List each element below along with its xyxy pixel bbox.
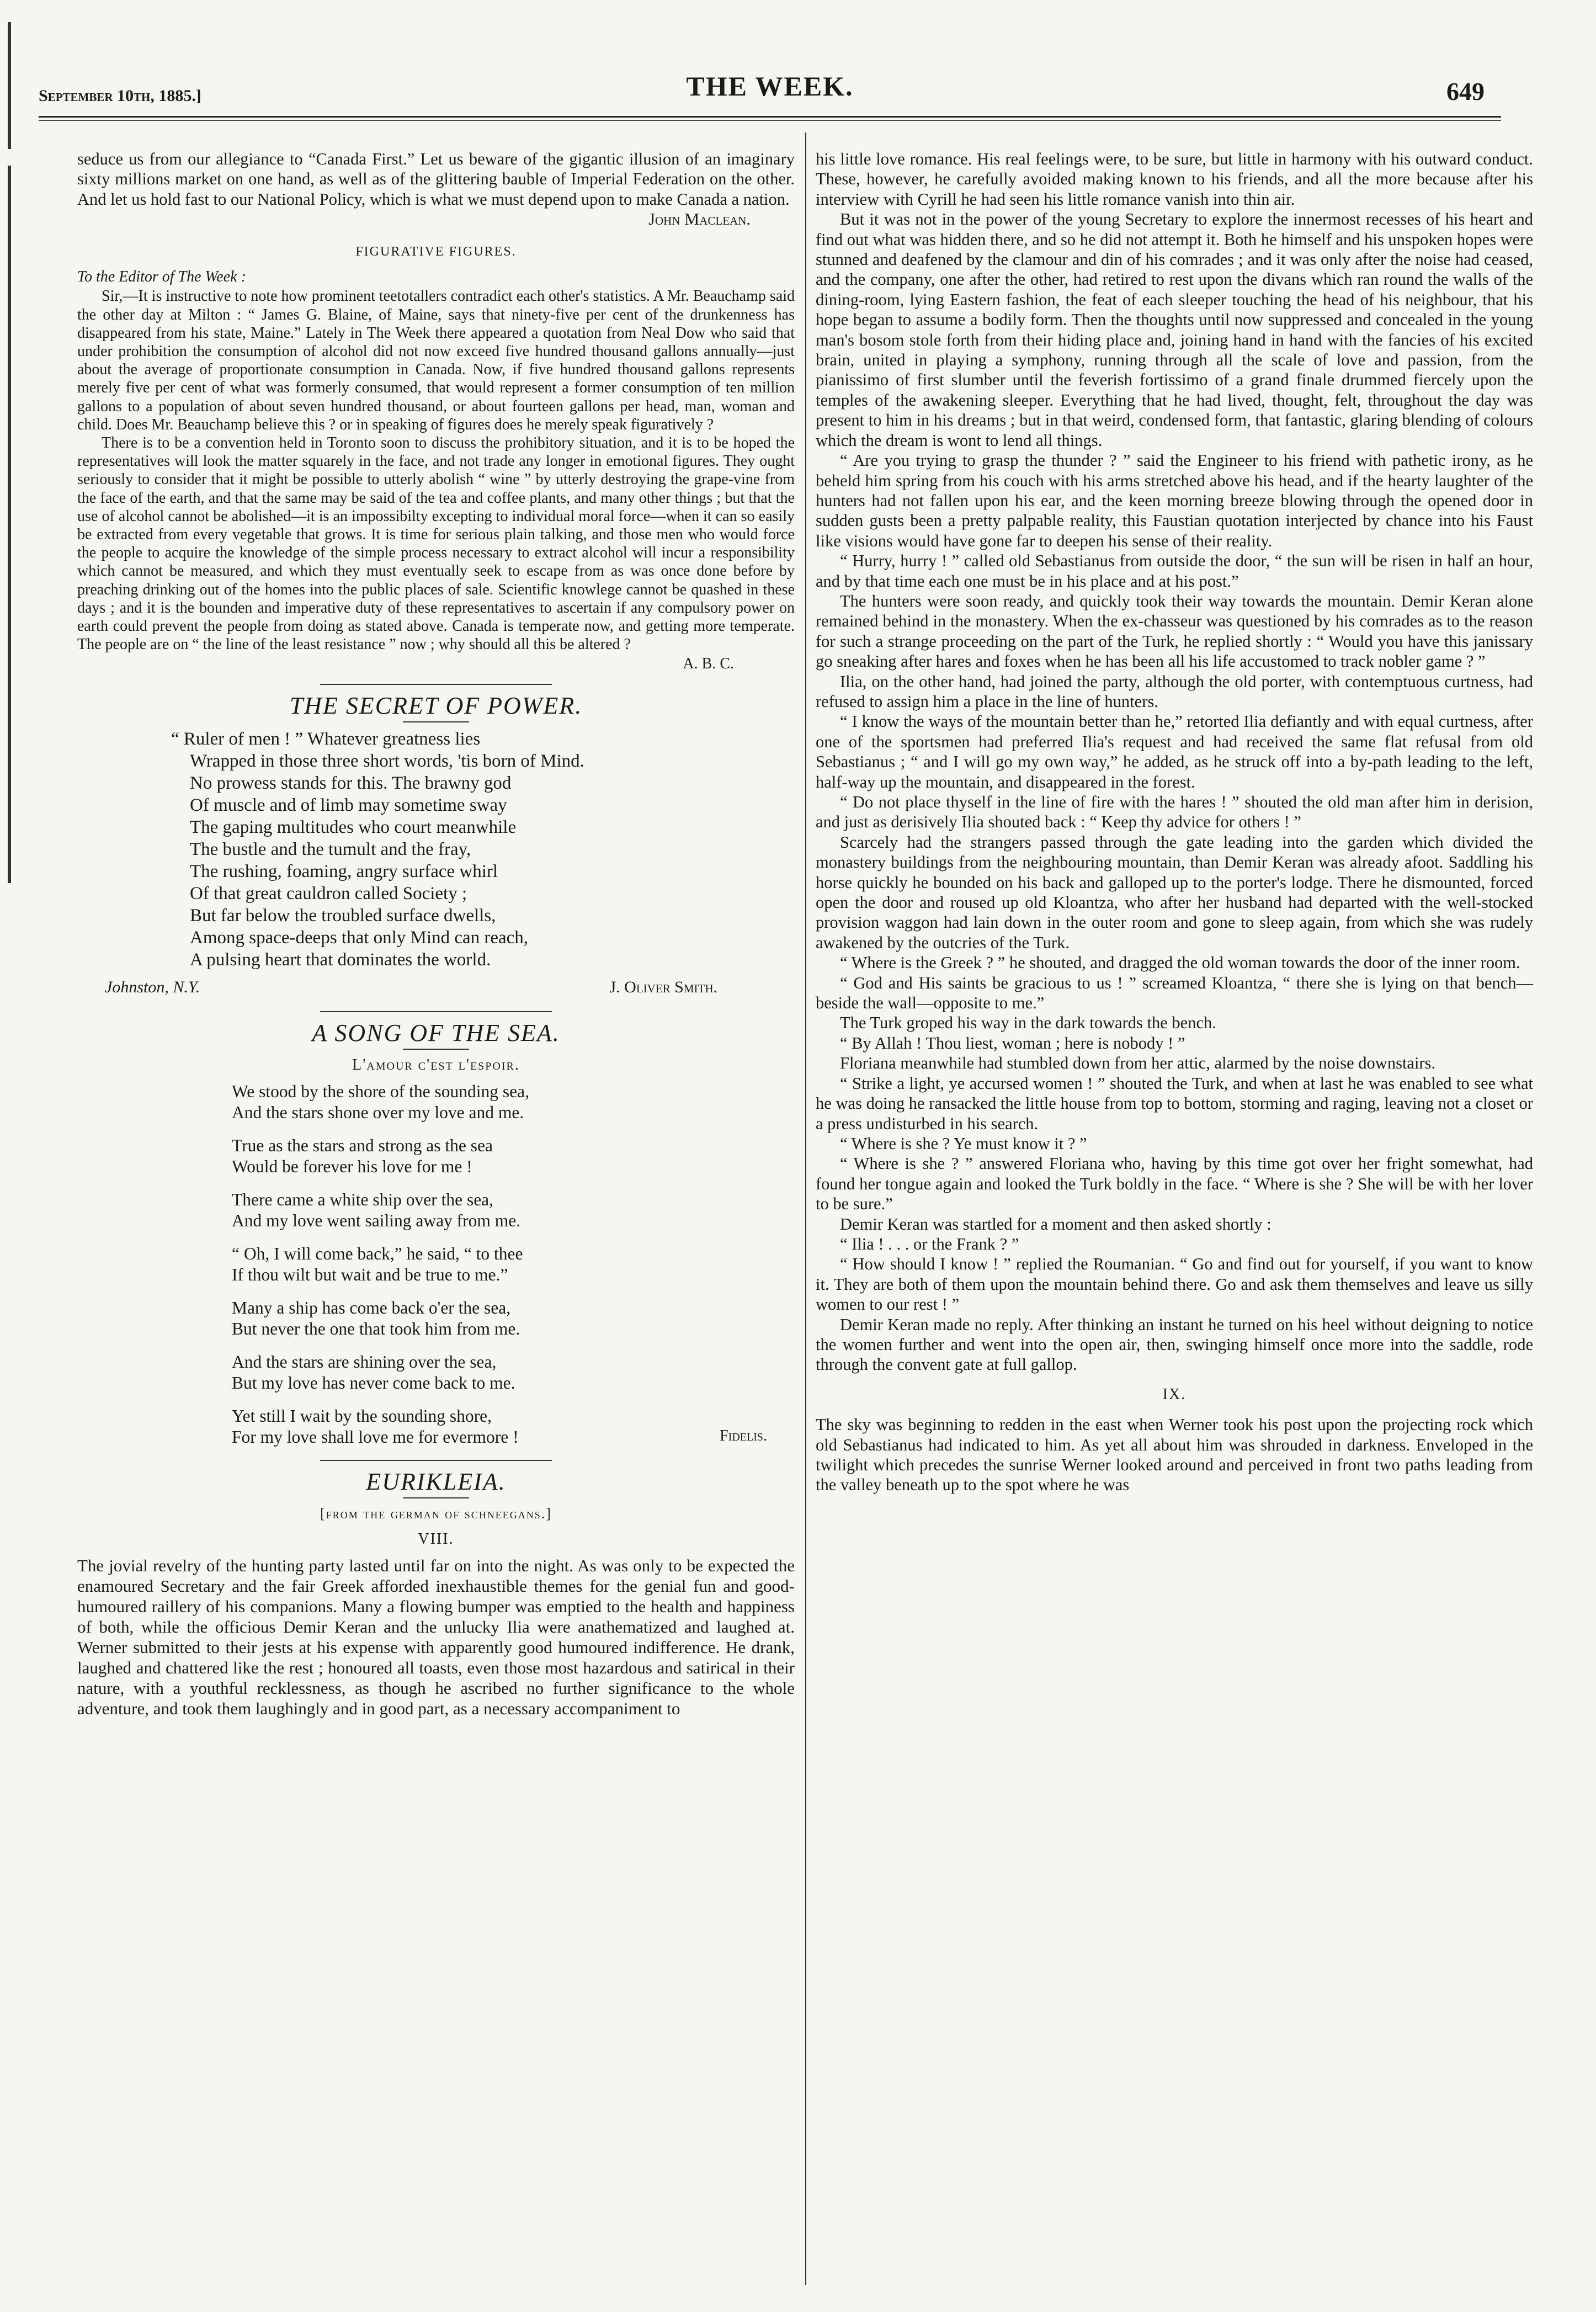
page-number: 649 bbox=[1446, 77, 1485, 105]
story-paragraph: “ Where is she ? ” answered Floriana who, having by this time got over her fright somewhat, had found her tongue again and looked the Turk boldly in the face. “ Where is she ? She will be with her lover to be sure.” bbox=[816, 1154, 1533, 1214]
section-rule bbox=[320, 684, 552, 685]
story-paragraph: Demir Keran was startled for a moment and then asked shortly : bbox=[840, 1214, 1272, 1234]
story-paragraph: The jovial revelry of the hunting party lasted until far on into the night. As was only to be expected the enamoured Secretary and the fair Greek afforded inexhaustible themes for the genial fun and good-humoured raillery of his companions. Many a flowing bumper was emptied to the health and happiness of both, while the officious Demir Keran and the unlucky Ilia were anathematized and laughed at. Werner submitted to their jests at his expense with apparently good humoured indifference. He drank, laughed and chattered like the rest ; honoured all toasts, even those most hazardous and satirical in their nature, with a youthful recklessness, as though he ascribed no further significance to the whole adventure, and took them laughingly and in good part, as a necessary accompaniment to bbox=[77, 1555, 795, 1718]
poem-stanza bbox=[232, 1189, 795, 1231]
poem-line: The rushing, foaming, angry surface whirl bbox=[190, 862, 498, 882]
story-paragraph: “ Where is the Greek ? ” he shouted, and dragged the old woman towards the door of the inner room. bbox=[840, 953, 1520, 972]
poem-line: There came a white ship over the sea, bbox=[232, 1189, 494, 1209]
poem-line: But never the one that took him from me. bbox=[232, 1319, 520, 1338]
opening-paragraph: seduce us from our allegiance to “Canada First.” Let us beware of the gigantic illusion of an imaginary sixty millions market on one hand, as well as of the glittering bauble of Imperial Federation on the other. And let us hold fast to our National Policy, which is what we must depend upon to make Canada a nation. bbox=[77, 150, 795, 209]
poem-line: Among space-deeps that only Mind can reach, bbox=[190, 928, 529, 948]
chapter-number: IX. bbox=[1162, 1385, 1187, 1403]
column-divider bbox=[805, 132, 806, 2285]
left-column bbox=[77, 149, 795, 1719]
poem-line: Of muscle and of limb may sometime sway bbox=[190, 795, 507, 816]
story-paragraph: The hunters were soon ready, and quickly took their way towards the mountain. Demir Keran alone remained behind in the monastery. When the ex-chasseur was questioned by his comrades as to the reason for such a strange proceeding on the part of the Turk, he replied shortly : “ Would you have this janissary go sneaking after hares and foxes when he has been all his life accustomed to track nobler game ? ” bbox=[816, 591, 1533, 671]
poem-author: J. Oliver Smith. bbox=[609, 978, 717, 997]
story-source: [from the german of schneegans.] bbox=[320, 1505, 552, 1522]
story-paragraph: The Turk groped his way in the dark towards the bench. bbox=[840, 1013, 1216, 1033]
poem-line: If thou wilt but wait and be true to me.” bbox=[232, 1264, 508, 1284]
story-paragraph: “ How should I know ! ” replied the Roumanian. “ Go and find out for yourself, if you want to know it. They are both of them upon the mountain behind there. Go and ask them themselves and leave us silly women to our rest ! ” bbox=[816, 1255, 1533, 1314]
poem-line: “ Ruler of men ! ” Whatever greatness lies bbox=[171, 729, 481, 750]
letter-body bbox=[77, 287, 795, 653]
letter-paragraph: There is to be a convention held in Toronto soon to discuss the prohibitory situation, and it is to be hoped the representatives will look the matter squarely in the face, and not trade any longer in emotional figures. They ought seriously to consider that it might be possible to utterly abolish “ wine ” by utterly destroying the grape-vine from the face of the earth, and that the same may be said of the tea and coffee plants, and many other things ; but that the use of alcohol cannot be abolished—it is an impossibilty excepting to individual moral force—when it can so easily be extracted from every vegetable that grows. It is time for serious plain talking, and those men who would force the people to acquire the knowledge of the simple process necessary to extract alcohol will incur a responsibility which cannot be measured, and which they must eventually seek to escape from as was once done before by preaching drinking out of the homes into the public places of sale. Scientific knowlege cannot be quashed in these days ; and it is the bounden and imperative duty of these representatives to ascertain if any compulsory power on earth could prevent the people from doing as stated above. Canada is temperate now, and getting more temperate. The people are on “ the line of the least resistance ” now ; why should all this be altered ? bbox=[77, 434, 795, 653]
section-rule bbox=[320, 1460, 552, 1461]
poem-line: But far below the troubled surface dwells, bbox=[190, 906, 496, 926]
story-paragraph: “ Where is she ? Ye must know it ? ” bbox=[840, 1134, 1087, 1153]
poem-line: True as the stars and strong as the sea bbox=[232, 1135, 493, 1155]
page-edge-mark bbox=[8, 22, 11, 149]
letter-signature: A. B. C. bbox=[683, 655, 734, 672]
page-edge-mark bbox=[8, 166, 11, 883]
poem-stanza bbox=[232, 1298, 795, 1340]
poem-line: A pulsing heart that dominates the world. bbox=[190, 950, 491, 970]
story-paragraph: But it was not in the power of the young Secretary to explore the innermost recesses of his heart and find out what was hidden there, and so he did not attempt it. Both he himself and his unspoken hopes were stunned and deafened by the clamour and din of his comrades ; and it was only after the noise had ceased, and the company, one after the other, had retired to rest upon the divans which ran round the walls of the dining-room, lying Eastern fashion, the feat of each sleeper touching the head of his neighbour, that his hope began to assume a bodily form. Then the thoughts until now suppressed and concealed in the young man's bosom stole forth from their hiding place and, joining hand in hand with the fancies of his excited brain, united in playing a symphony, running through all the scale of love and passion, from the pianissimo of first slumber until the feverish fortissimo of a grand finale drummed fiercely upon the temples of the awakening sleeper. Everything that he had lived, thought, felt, throughout the day was present to him in his dreams ; but in that weird, condensed form, that fantastic, glaring blending of colours which the dream is wont to lend all things. bbox=[816, 210, 1533, 450]
publication-title: THE WEEK. bbox=[686, 71, 854, 102]
poem-subtitle: L'amour c'est l'espoir. bbox=[352, 1056, 520, 1074]
poem-line: Would be forever his love for me ! bbox=[232, 1156, 472, 1176]
poem-title: A SONG OF THE SEA. bbox=[312, 1019, 560, 1046]
story-paragraph: “ God and His saints be gracious to us ! ” screamed Kloantza, “ there she is lying on that bench—beside the wall—opposite to me.” bbox=[816, 973, 1533, 1013]
poem-line: Of that great cauldron called Society ; bbox=[190, 884, 467, 904]
right-column bbox=[816, 149, 1533, 1495]
section-rule bbox=[320, 1011, 552, 1012]
poem-place: Johnston, N.Y. bbox=[105, 978, 200, 997]
story-continuation bbox=[816, 149, 1533, 1375]
poem-title: THE SECRET OF POWER. bbox=[289, 692, 583, 719]
story-paragraph: “ Do not place thyself in the line of fire with the hares ! ” shouted the old man after him in derision, and just as derisively Ilia shouted back : “ Keep thy advice for others ! ” bbox=[816, 793, 1533, 832]
poem-line: Yet still I wait by the sounding shore, bbox=[232, 1406, 492, 1426]
header-rule-thin bbox=[39, 120, 1501, 121]
issue-date: September 10th, 1885.] bbox=[39, 87, 201, 105]
story-paragraph: “ By Allah ! Thou liest, woman ; here is nobody ! ” bbox=[840, 1033, 1185, 1053]
story-paragraph: The sky was beginning to redden in the east when Werner took his post upon the projecting rock which old Sebastianus had indicated to him. As yet all about him was shrouded in darkness. Enveloped in the twilight which precedes the sunrise Werner looked around and perceived in front two paths leading from the valley beneath up to the spot where he was bbox=[816, 1415, 1533, 1495]
letter-salutation: To the Editor of The Week : bbox=[77, 268, 246, 286]
story-paragraph: Demir Keran made no reply. After thinking an instant he turned on his heel without deigning to notice the women further and went into the open air, then, swinging himself once more into the saddle, rode through the convent gate at full gallop. bbox=[816, 1315, 1533, 1374]
poem-line: No prowess stands for this. The brawny god bbox=[190, 773, 512, 794]
story-paragraph: “ Strike a light, ye accursed women ! ” shouted the Turk, and when at last he was enabled to see what he was doing he ransacked the little house from top to bottom, storming and raging, leaving not a closet or a press undisturbed in his search. bbox=[816, 1073, 1533, 1133]
letter-paragraph: Sir,—It is instructive to note how prominent teetotallers contradict each other's statistics. A Mr. Beauchamp said the other day at Milton : “ James G. Blaine, of Maine, says that ninety-five per cent of the drunkenness has disappeared from his state, Maine.” Lately in The Week there appeared a quotation from Neal Dow who said that under prohibition the consumption of alcohol did not now exceed five hundred thousand gallons annually—just about the average of proportionate consumption in Canada. Now, if five hundred thousand gallons represents merely five per cent of what was formerly consumed, that would represent a former consumption of ten million gallons to a population of about seven hundred thousand, or about fourteen gallons per head, man, woman and child. Does Mr. Beauchamp believe this ? or in speaking of figures does he merely speak figuratively ? bbox=[77, 288, 795, 433]
poem-stanza bbox=[232, 1406, 795, 1448]
poem-line: Wrapped in those three short words, 'tis born of Mind. bbox=[190, 751, 584, 772]
letter-heading: FIGURATIVE FIGURES. bbox=[355, 244, 517, 259]
poem-stanza bbox=[232, 1243, 795, 1285]
poem-body bbox=[171, 728, 795, 971]
poem-line: We stood by the shore of the sounding sea, bbox=[232, 1081, 529, 1101]
story-paragraph: “ Are you trying to grasp the thunder ? ” said the Engineer to his friend with pathetic irony, as he beheld him spring from his couch with his arms stretched above his head, and if the hearty laughter of the hunters had not fallen upon his ear, and the keen morning breeze blowing through the opened door in sudden gusts been a pretty palpable reality, this Faustian quotation interjected by chance into his Faust like visions would have gone far to deepen his sense of their reality. bbox=[816, 451, 1533, 550]
chapter-number: VIII. bbox=[418, 1530, 454, 1548]
poem-line: The bustle and the tumult and the fray, bbox=[190, 839, 471, 860]
story-paragraph: Ilia, on the other hand, had joined the party, although the old porter, with contemptuous curtness, had refused to assign him a place in the line of hunters. bbox=[816, 672, 1533, 711]
poem-line: And the stars shone over my love and me. bbox=[232, 1102, 524, 1122]
title-rule bbox=[403, 1049, 469, 1050]
story-paragraph: “ Hurry, hurry ! ” called old Sebastianus from outside the door, “ the sun will be risen in half an hour, and by that time each one must be in his place and at his post.” bbox=[816, 551, 1533, 591]
poem-stanza bbox=[232, 1352, 795, 1394]
poem-author: Fidelis. bbox=[720, 1427, 767, 1444]
poem-line: And the stars are shining over the sea, bbox=[232, 1352, 497, 1372]
poem-line: And my love went sailing away from me. bbox=[232, 1210, 521, 1230]
poem-line: But my love has never come back to me. bbox=[232, 1373, 515, 1392]
story-paragraph: his little love romance. His real feelings were, to be sure, but little in harmony with his outward conduct. These, however, he carefully avoided making known to his friends, and all the more because after his interview with Cyrill he had seen his little romance vanish into thin air. bbox=[816, 150, 1533, 209]
header-rule bbox=[39, 116, 1501, 118]
poem-stanza bbox=[232, 1135, 795, 1177]
poem-line: For my love shall love me for evermore ! bbox=[232, 1427, 519, 1447]
poem-line: Many a ship has come back o'er the sea, bbox=[232, 1298, 511, 1317]
story-title: EURIKLEIA. bbox=[366, 1468, 506, 1495]
story-paragraph: “ Ilia ! . . . or the Frank ? ” bbox=[840, 1234, 1019, 1253]
poem-stanza bbox=[232, 1081, 795, 1123]
title-rule bbox=[403, 721, 469, 722]
opening-signature: John Maclean. bbox=[648, 210, 751, 229]
page-header bbox=[39, 69, 1501, 113]
poem-line: “ Oh, I will come back,” he said, “ to thee bbox=[232, 1243, 523, 1263]
poem-body bbox=[232, 1081, 795, 1448]
story-paragraph: “ I know the ways of the mountain better than he,” retorted Ilia defiantly and with equal curtness, after one of the sportsmen had preferred Ilia's request and had received the same flat refusal from old Sebastianus ; “ and I will go my own way,” he added, as he struck off into a by-path leading to the left, half-way up the mountain, and disappeared in the forest. bbox=[816, 712, 1533, 791]
title-rule bbox=[403, 1497, 469, 1498]
story-paragraph: Scarcely had the strangers passed through the gate leading into the garden which divided the monastery buildings from the neighbouring mountain, than Demir Keran was already afoot. Saddling his horse quickly he bounded on his back and galloped up to the porter's lodge. There he dismounted, forced open the door and roused up old Kloantza, who after her husband had departed with the well-stocked provision waggon had lain down in the outer room and gone to sleep again, from which she was rudely awakened by the outcries of the Turk. bbox=[816, 832, 1533, 952]
poem-line: The gaping multitudes who court meanwhile bbox=[190, 817, 517, 838]
poem-byline bbox=[77, 977, 795, 997]
story-paragraph: Floriana meanwhile had stumbled down from her attic, alarmed by the noise downstairs. bbox=[840, 1054, 1436, 1073]
